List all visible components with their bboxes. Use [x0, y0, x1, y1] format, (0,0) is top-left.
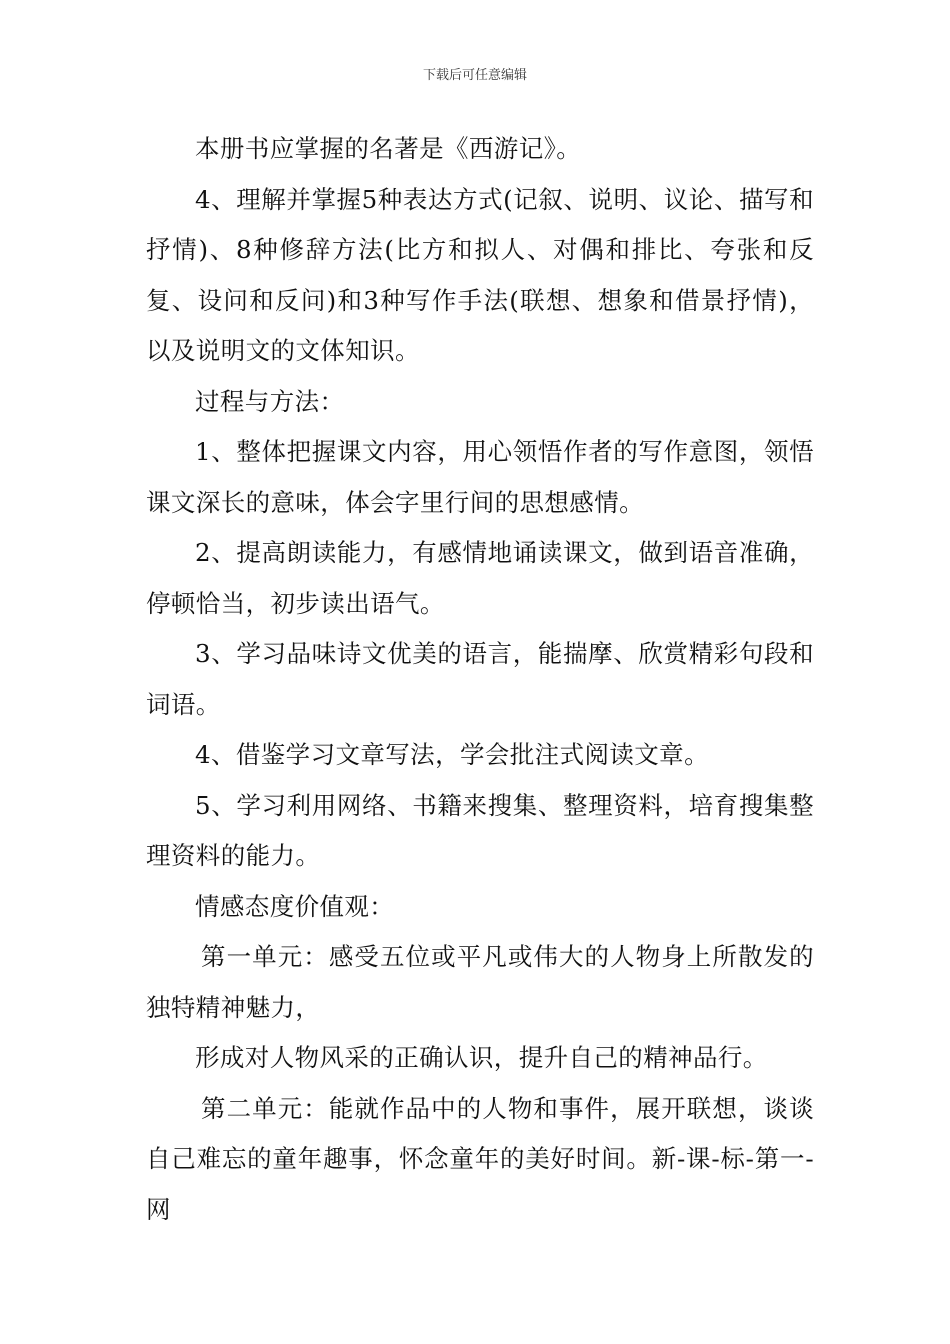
- page-header: 下载后可任意编辑: [422, 68, 527, 83]
- paragraph-item-4: 4、借鉴学习文章写法，学会批注式阅读文章。: [195, 740, 709, 769]
- paragraph-item-5: 5、学习利用网络、书籍来搜集、整理资料，培育搜集整理资料的能力。: [146, 790, 814, 870]
- section-heading-values: 情感态度价值观：: [195, 891, 395, 921]
- paragraph-item-3: 3、学习品味诗文优美的语言，能揣摩、欣赏精彩句段和词语。: [146, 639, 814, 719]
- paragraph-unit-2: 第二单元：能就作品中的人物和事件，展开联想，谈谈自己难忘的童年趣事，怀念童年的美好时间。新-课-标-第一-网: [146, 1093, 814, 1224]
- section-heading-process-methods: 过程与方法：: [195, 386, 345, 416]
- document-body: [146, 124, 814, 1235]
- paragraph-classic-novel: 本册书应掌握的名著是《西游记》。: [195, 134, 582, 163]
- paragraph-item-2: 2、提高朗读能力，有感情地诵读课文，做到语音准确，停顿恰当，初步读出语气。: [146, 538, 814, 618]
- paragraph-item-1: 1、整体把握课文内容，用心领悟作者的写作意图，领悟课文深长的意味，体会字里行间的思想感情。: [146, 437, 814, 517]
- paragraph-unit-1: 第一单元：感受五位或平凡或伟大的人物身上所散发的独特精神魅力，: [146, 942, 814, 1022]
- paragraph-unit-1-continued: 形成对人物风采的正确认识，提升自己的精神品行。: [195, 1043, 768, 1072]
- paragraph-expression-methods: 4、理解并掌握5种表达方式(记叙、说明、议论、描写和抒情)、8种修辞方法(比方和拟人、对偶和排比、夸张和反复、设问和反问)和3种写作手法(联想、想象和借景抒情)，以及说明文的文体知识。: [146, 184, 814, 365]
